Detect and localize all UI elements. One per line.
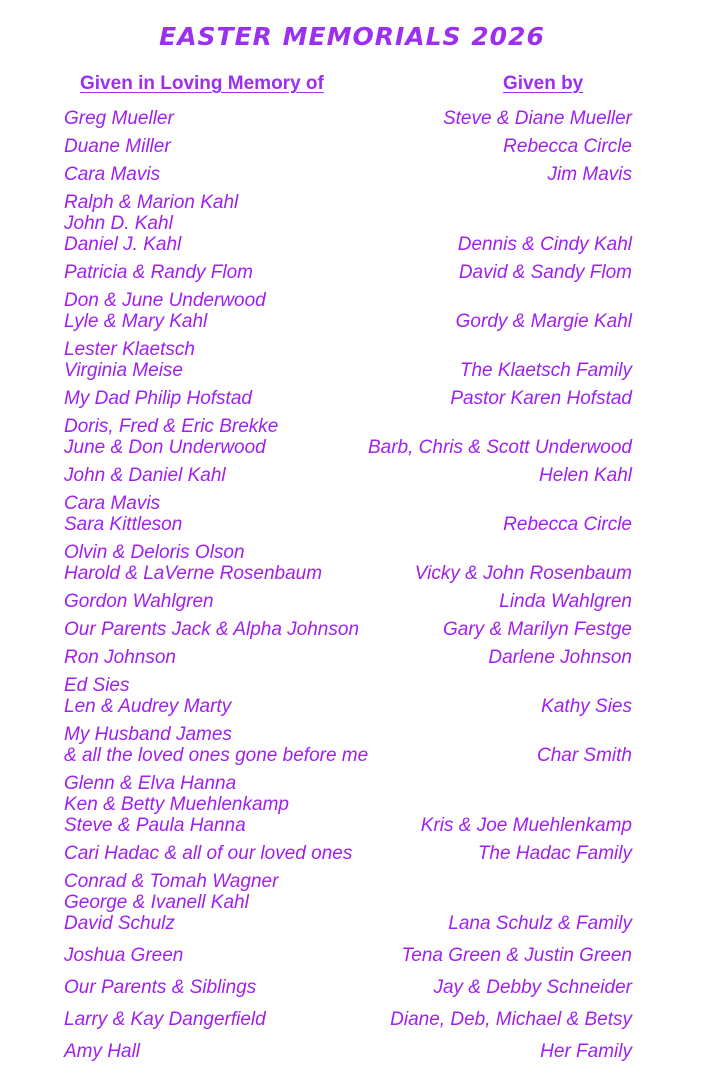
given-by-name: Lana Schulz & Family [448,913,632,934]
memorial-name: & all the loved ones gone before me [64,745,369,766]
given-by-name: Her Family [540,1041,632,1062]
memorial-entry [64,290,632,332]
memorial-entry [64,619,632,640]
memorial-name: Ken & Betty Muehlenkamp [64,794,289,815]
memorial-entry [64,675,632,717]
memorial-entry [64,542,632,584]
memorial-entry [64,164,632,185]
memorial-name: Cari Hadac & all of our loved ones [64,843,353,864]
memorial-name: Don & June Underwood [64,290,266,311]
memorial-entry [64,945,632,966]
given-by-name: Diane, Deb, Michael & Betsy [390,1009,632,1030]
memorial-name: Daniel J. Kahl [64,234,182,255]
memorial-name: Olvin & Deloris Olson [64,542,245,563]
memorial-name: Amy Hall [64,1041,141,1062]
memorial-name: Cara Mavis [64,164,161,185]
memorial-name: Patricia & Randy Flom [64,262,254,283]
memorial-name: June & Don Underwood [64,437,266,458]
given-by-name: Pastor Karen Hofstad [450,388,632,409]
memorial-name: Doris, Fred & Eric Brekke [64,416,279,437]
memorial-entry [64,192,632,255]
memorial-name: George & Ivanell Kahl [64,892,249,913]
memorial-entry [64,871,632,934]
memorial-name: Sara Kittleson [64,514,183,535]
given-by-name: Vicky & John Rosenbaum [414,563,632,584]
given-by-name: Barb, Chris & Scott Underwood [367,437,632,458]
memorial-entry [64,1009,632,1030]
memorial-name: Len & Audrey Marty [64,696,232,717]
memorial-entry [64,136,632,157]
memorial-entry [64,339,632,381]
memorial-name: Cara Mavis [64,493,161,514]
memorial-name: John & Daniel Kahl [64,465,226,486]
given-by-name: Kathy Sies [541,696,632,717]
memorial-name: My Dad Philip Hofstad [64,388,252,409]
page-title: EASTER MEMORIALS 2026 [159,22,545,51]
memorial-entry [64,843,632,864]
memorial-name: Our Parents Jack & Alpha Johnson [64,619,360,640]
given-by-name: Gary & Marilyn Festge [443,619,632,640]
memorial-name: Ron Johnson [64,647,176,668]
given-by-column-header: Given by [503,73,584,94]
memorial-entry [64,591,632,612]
memorial-name: Glenn & Elva Hanna [64,773,237,794]
memorial-entry [64,647,632,668]
memorial-name: Steve & Paula Hanna [64,815,246,836]
given-by-name: Helen Kahl [539,465,632,486]
memorial-entry [64,493,632,535]
given-by-name: The Klaetsch Family [459,360,632,381]
given-by-name: Char Smith [536,745,632,766]
memorial-name: Greg Mueller [64,108,174,129]
given-by-name: Rebecca Circle [503,514,632,535]
memorial-name: John D. Kahl [64,213,173,234]
memorial-entry [64,977,632,998]
memorial-name: Our Parents & Siblings [64,977,257,998]
given-by-name: Gordy & Margie Kahl [455,311,632,332]
memorial-name: Larry & Kay Dangerfield [64,1009,266,1030]
memorial-entry [64,416,632,458]
given-by-name: Jay & Debby Schneider [433,977,632,998]
memorial-entry [64,262,632,283]
memorial-name: Conrad & Tomah Wagner [64,871,279,892]
memorial-name: David Schulz [64,913,175,934]
memorial-entry [64,1041,632,1062]
memorial-name: Harold & LaVerne Rosenbaum [64,563,323,584]
memorial-name: Virginia Meise [64,360,183,381]
given-by-name: Darlene Johnson [488,647,632,668]
memorial-name: Lyle & Mary Kahl [64,311,208,332]
memorial-name: My Husband James [64,724,232,745]
given-by-name: Dennis & Cindy Kahl [457,234,632,255]
memorial-name: Duane Miller [64,136,171,157]
memory-column-header: Given in Loving Memory of [80,73,324,94]
memorial-name: Ralph & Marion Kahl [64,192,239,213]
given-by-name: The Hadac Family [477,843,632,864]
given-by-name: Jim Mavis [547,164,632,185]
memorial-name: Joshua Green [64,945,184,966]
given-by-name: Steve & Diane Mueller [442,108,632,129]
memorial-entry [64,465,632,486]
memorial-name: Lester Klaetsch [64,339,195,360]
memorial-name: Gordon Wahlgren [64,591,214,612]
given-by-name: Kris & Joe Muehlenkamp [420,815,632,836]
memorial-entry [64,388,632,409]
given-by-name: Linda Wahlgren [499,591,632,612]
memorial-entry [64,773,632,836]
memorial-name: Ed Sies [64,675,130,696]
given-by-name: Rebecca Circle [503,136,632,157]
memorial-entry [64,108,632,129]
memorial-entry [64,724,632,766]
given-by-name: Tena Green & Justin Green [401,945,632,966]
given-by-name: David & Sandy Flom [458,262,632,283]
